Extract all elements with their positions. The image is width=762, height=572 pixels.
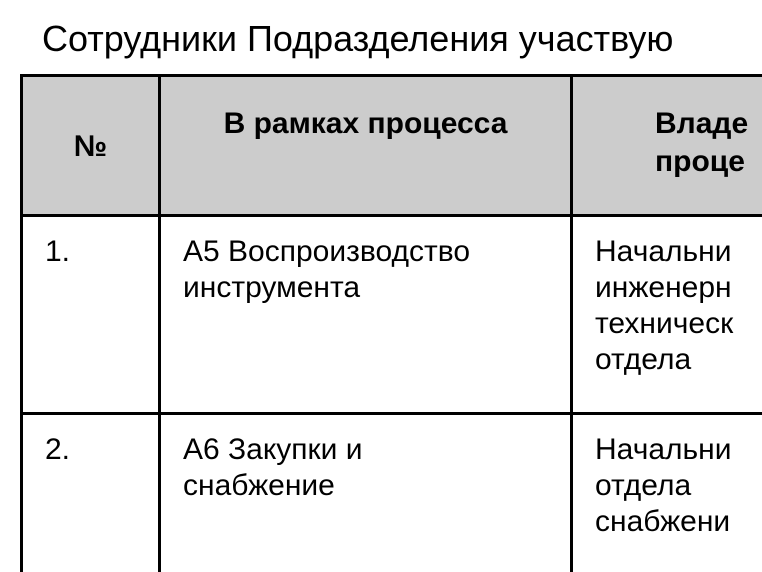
cell-num-text: 2.	[45, 433, 71, 466]
table-header-row	[22, 76, 762, 216]
cell-process	[160, 414, 572, 572]
data-table	[20, 74, 762, 572]
cell-owner-text: Начальни инженерн техническ отдела	[595, 235, 734, 376]
cell-num-text: 1.	[45, 235, 71, 268]
table-row	[22, 414, 762, 572]
header-process-label: В рамках процесса	[223, 107, 508, 140]
cell-process-text: А5 Воспроизводство инструмента	[183, 235, 471, 304]
cell-num	[22, 216, 160, 414]
header-num	[22, 76, 160, 216]
cell-owner	[572, 414, 762, 572]
page-title: Сотрудники Подразделения участвую	[42, 18, 674, 59]
header-process	[160, 76, 572, 216]
cell-process-text: А6 Закупки и снабжение	[183, 433, 363, 502]
table-row	[22, 216, 762, 414]
cell-num	[22, 414, 160, 572]
header-owner-label: Владе проце	[655, 107, 749, 178]
header-num-label: №	[73, 129, 108, 163]
cell-process	[160, 216, 572, 414]
table-container	[20, 74, 762, 572]
cell-owner-text: Начальни отдела снабжени	[595, 433, 732, 538]
cell-owner	[572, 216, 762, 414]
header-owner	[572, 76, 762, 216]
